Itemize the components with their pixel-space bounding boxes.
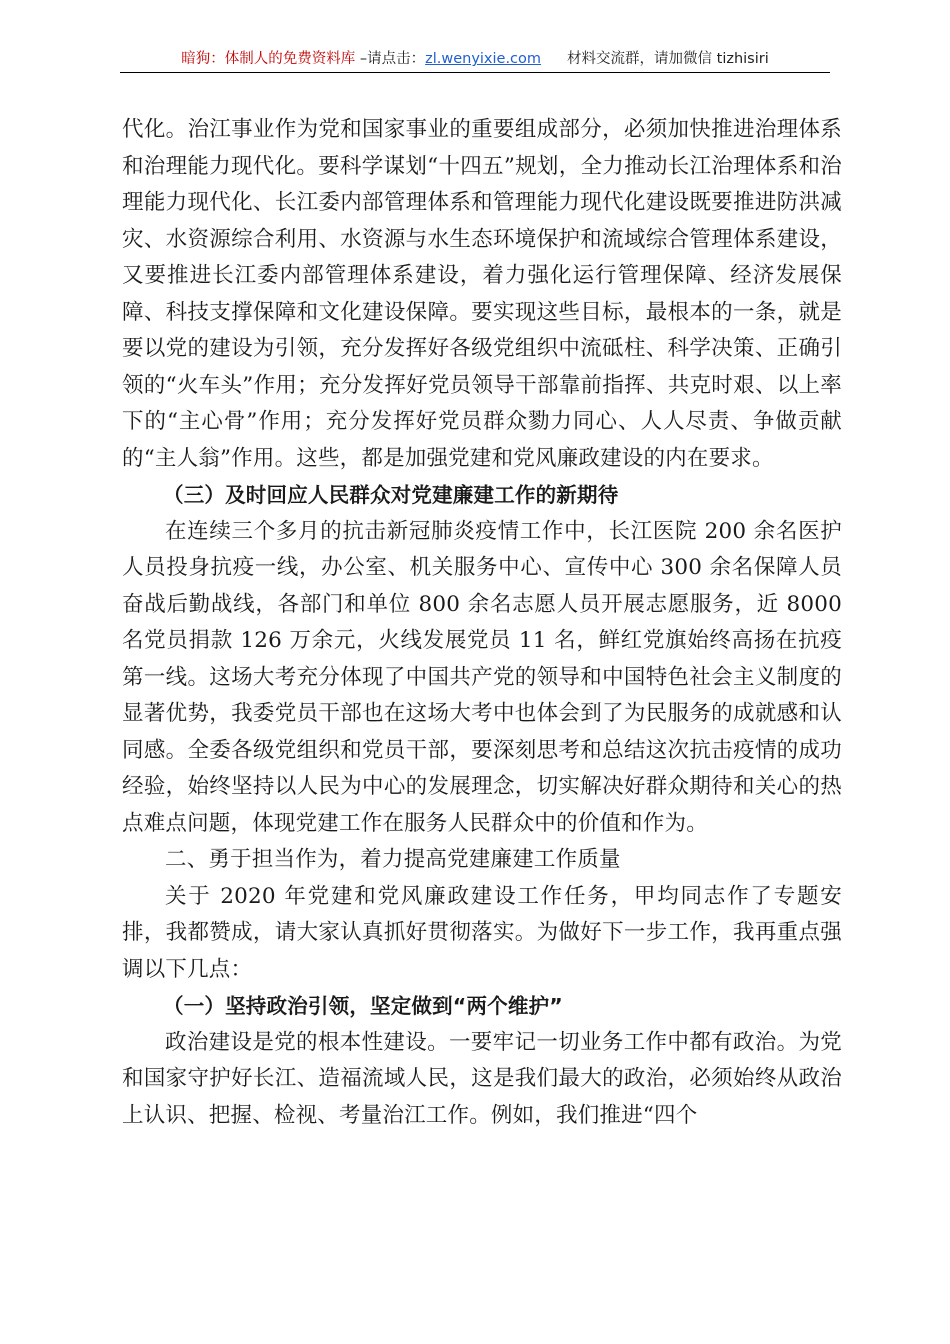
page-header	[120, 46, 830, 73]
header-site-name: 暗狗：体制人的免费资料库	[181, 51, 356, 67]
header-wechat-note: 材料交流群，请加微信 tizhisiri	[567, 51, 769, 67]
section-heading: 二、勇于担当作为，着力提高党建廉建工作质量	[165, 847, 621, 872]
paragraph: 政治建设是党的根本性建设。一要牢记一切业务工作中都有政治。为党和国家守护好长江、造福流域人民，这是我们最大的政治，必须始终从政治上认识、把握、检视、考量治江工作。例如，我们推进“四个	[122, 1029, 842, 1128]
paragraph: 关于 2020 年党建和党风廉政建设工作任务，甲均同志作了专题安排，我都赞成，请大家认真抓好贯彻落实。为做好下一步工作，我再重点强调以下几点：	[122, 883, 842, 982]
section-heading: （三）及时回应人民群众对党建廉建工作的新期待	[163, 483, 619, 507]
document-body	[122, 112, 842, 1134]
header-site-link[interactable]: zl.wenyixie.com	[425, 51, 542, 67]
paragraph: 代化。治江事业作为党和国家事业的重要组成部分，必须加快推进治理体系和治理能力现代化。要科学谋划“十四五”规划，全力推动长江治理体系和治理能力现代化、长江委内部管理体系和管理能力现代化建设既要推进防洪减灾、水资源综合利用、水资源与水生态环境保护和流域综合管理体系建设，又要推进长江委内部管理体系建设，着力强化运行管理保障、经济发展保障、科技支撑保障和文化建设保障。要实现这些目标，最根本的一条，就是要以党的建设为引领，充分发挥好各级党组织中流砥柱、科学决策、正确引领的“火车头”作用；充分发挥好党员领导干部靠前指挥、共克时艰、以上率下的“主心骨”作用；充分发挥好党员群众勠力同心、人人尽责、争做贡献的“主人翁”作用。这些，都是加强党建和党风廉政建设的内在要求。	[122, 117, 842, 471]
section-heading: （一）坚持政治引领，坚定做到“两个维护”	[163, 994, 563, 1018]
header-click-prompt: –请点击：	[355, 51, 426, 67]
paragraph: 在连续三个多月的抗击新冠肺炎疫情工作中，长江医院 200 余名医护人员投身抗疫一线，办公室、机关服务中心、宣传中心 300 余名保障人员奋战后勤战线，各部门和单位 800 余名志愿人员开展志愿服务，近 8000 名党员捐款 126 万余元，火线发展党员 11 名，鲜红党旗始终高扬在抗疫第一线。这场大考充分体现了中国共产党的领导和中国特色社会主义制度的显著优势，我委党员干部也在这场大考中也体会到了为民服务的成就感和认同感。全委各级党组织和党员干部，要深刻思考和总结这次抗击疫情的成功经验，始终坚持以人民为中心的发展理念，切实解决好群众期待和关心的热点难点问题，体现党建工作在服务人民群众中的价值和作为。	[122, 518, 842, 836]
